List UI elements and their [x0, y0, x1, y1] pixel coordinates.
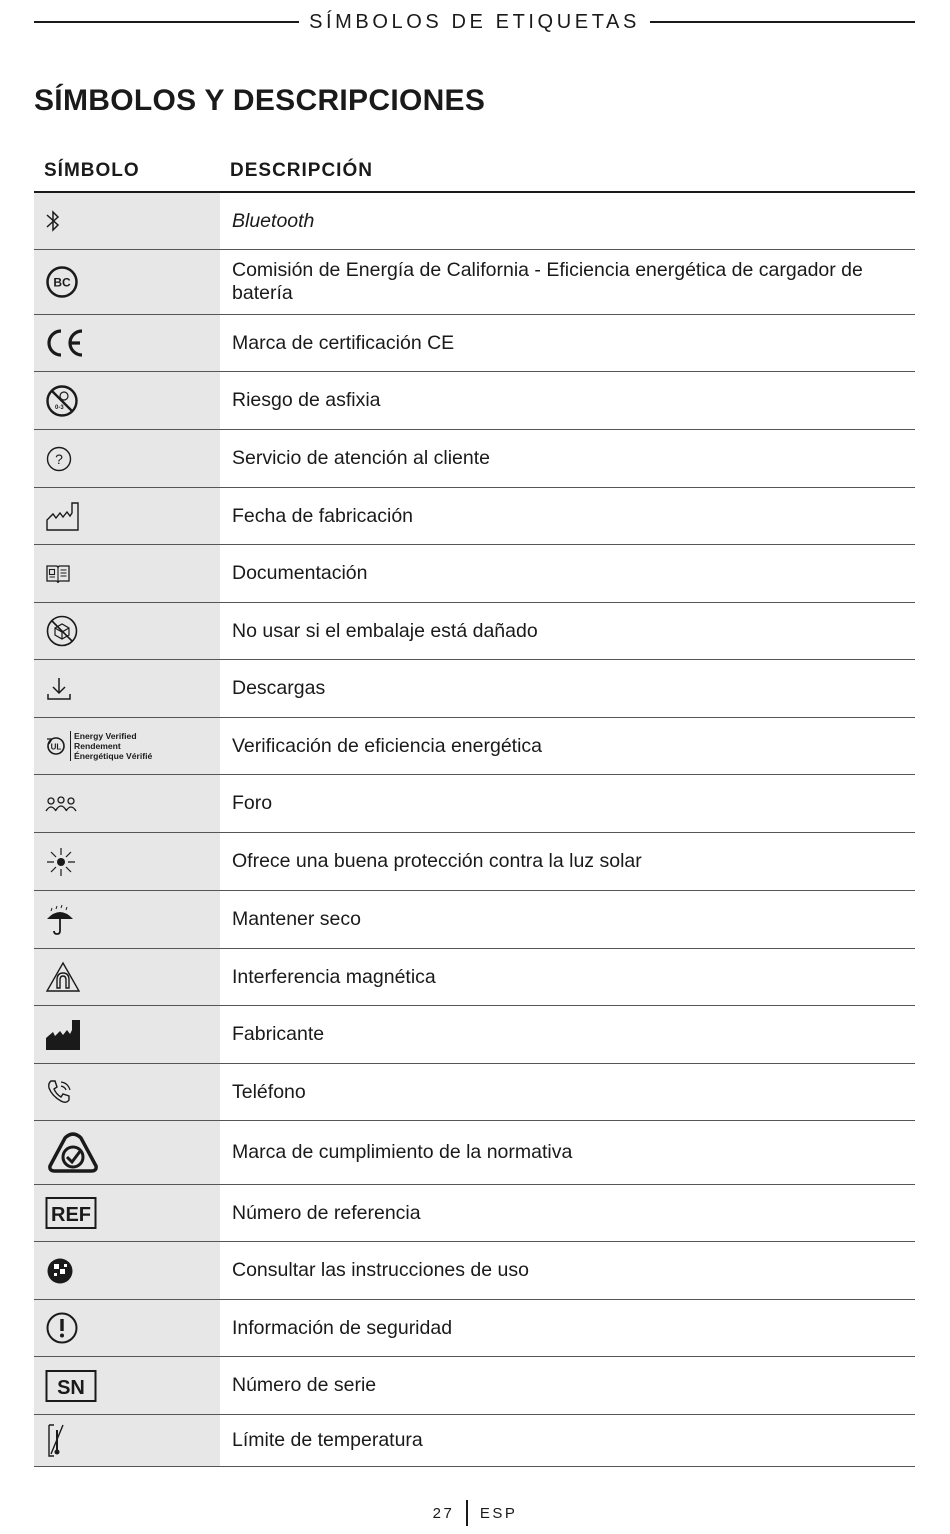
svg-text:REF: REF [51, 1204, 91, 1226]
row-description: Interferencia magnética [232, 965, 436, 988]
choking-hazard-icon [34, 372, 220, 429]
row-description: Consultar las instrucciones de uso [232, 1259, 529, 1281]
row-description: Teléfono [232, 1080, 306, 1103]
table-row [34, 1357, 915, 1415]
ul-label-line: Energy Verified [74, 731, 137, 741]
row-description: Número de serie [232, 1374, 377, 1396]
instructions-icon [34, 1242, 220, 1299]
language-code: ESP [479, 1504, 518, 1522]
ul-energy-verified-icon [34, 718, 220, 774]
ul-label-line: Rendement [74, 741, 121, 751]
svg-text:?: ? [55, 450, 63, 467]
umbrella-icon [34, 891, 220, 948]
download-icon [34, 660, 220, 717]
row-description: Ofrece una buena protección contra la luz solar [232, 850, 642, 872]
svg-text:SN: SN [57, 1376, 85, 1399]
table-row [34, 1121, 915, 1185]
column-header-symbol: SÍMBOLO [44, 159, 140, 181]
row-description: Verificación de eficiencia energética [232, 734, 543, 757]
row-description: Mantener seco [232, 908, 361, 930]
row-description: Servicio de atención al cliente [232, 447, 490, 469]
ce-mark-icon [34, 315, 220, 371]
table-row [34, 1415, 915, 1467]
svg-text:BC: BC [53, 275, 71, 290]
table-row [34, 1242, 915, 1300]
page-number: 27 [432, 1504, 455, 1522]
row-description: Número de referencia [232, 1201, 421, 1224]
table-row [34, 1300, 915, 1357]
header-rule-right [650, 21, 915, 23]
page-header [34, 8, 915, 36]
table-row [34, 603, 915, 660]
header-title: SÍMBOLOS DE ETIQUETAS [309, 10, 640, 33]
table-row [34, 193, 915, 250]
safety-info-icon [34, 1300, 220, 1356]
table-row [34, 372, 915, 430]
header-rule-left [34, 21, 299, 23]
row-description: Comisión de Energía de California - Eficiencia energética de cargador de batería [232, 259, 863, 304]
table-row [34, 949, 915, 1006]
bluetooth-icon [34, 193, 220, 249]
temperature-limit-icon [34, 1415, 220, 1466]
row-description: Riesgo de asfixia [232, 389, 381, 411]
section-title: SÍMBOLOS Y DESCRIPCIONES [34, 84, 486, 117]
sun-icon [34, 833, 220, 890]
footer-divider [466, 1500, 468, 1526]
serial-number-icon [34, 1357, 220, 1414]
table-header [34, 150, 915, 193]
table-row [34, 315, 915, 372]
table-row [34, 430, 915, 488]
manufacture-date-icon [34, 488, 220, 544]
row-description: Información de seguridad [232, 1316, 453, 1339]
row-description: Marca de certificación CE [232, 331, 455, 354]
table-row [34, 833, 915, 891]
svg-text:0-3: 0-3 [55, 404, 64, 411]
table-row [34, 891, 915, 949]
page-footer [0, 1500, 950, 1526]
table-row [34, 1006, 915, 1064]
bc-energy-icon [34, 250, 220, 314]
damaged-package-icon [34, 603, 220, 659]
table-row [34, 1185, 915, 1242]
rcm-compliance-icon [34, 1121, 220, 1184]
table-row [34, 545, 915, 603]
row-description: No usar si el embalaje está dañado [232, 619, 538, 642]
row-description: Fabricante [232, 1023, 325, 1045]
forum-people-icon [34, 775, 220, 832]
table-row [34, 775, 915, 833]
table-row [34, 488, 915, 545]
manufacturer-factory-icon [34, 1006, 220, 1063]
column-header-description: DESCRIPCIÓN [230, 159, 373, 181]
table-row [34, 1064, 915, 1121]
row-description: Foro [232, 792, 273, 814]
ul-energy-verified-label [70, 731, 152, 761]
phone-icon [34, 1064, 220, 1120]
symbols-table [34, 150, 915, 1467]
table-row [34, 718, 915, 775]
table-row [34, 250, 915, 315]
row-description: Fecha de fabricación [232, 504, 414, 527]
table-row [34, 660, 915, 718]
row-description: Límite de temperatura [232, 1429, 423, 1451]
row-description: Bluetooth [232, 209, 315, 232]
documentation-icon [34, 545, 220, 602]
ul-label-line: Énergétique Vérifié [74, 751, 153, 761]
row-description: Documentación [232, 562, 368, 584]
row-description: Marca de cumplimiento de la normativa [232, 1141, 573, 1163]
row-description: Descargas [232, 677, 326, 699]
question-icon [34, 430, 220, 487]
magnetic-warning-icon [34, 949, 220, 1005]
ref-icon [34, 1185, 220, 1241]
svg-text:UL: UL [50, 742, 62, 752]
